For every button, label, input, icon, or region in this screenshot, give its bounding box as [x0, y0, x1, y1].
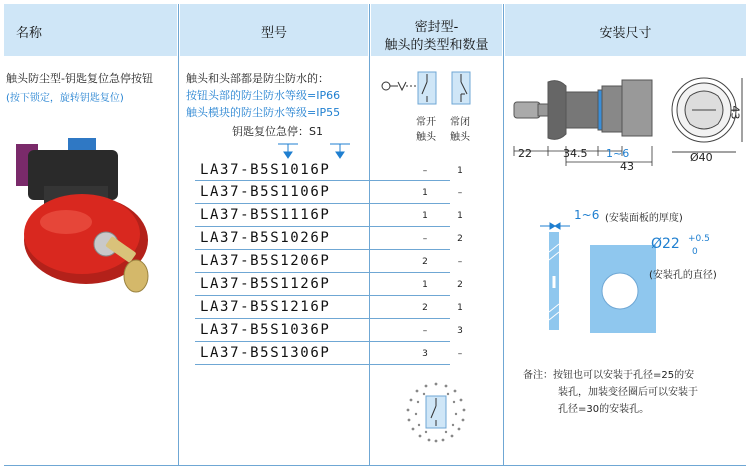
- dim-1-6: 1~6: [606, 147, 630, 160]
- model-nc-count: 1: [457, 303, 463, 313]
- hole-note: (安装孔的直径): [649, 270, 717, 281]
- mushroom-head: [24, 194, 140, 274]
- model-code: LA37-B5S1016P: [200, 162, 331, 178]
- header-name: [4, 4, 177, 56]
- hole-tolerance-lower: 0: [692, 247, 698, 257]
- nc-label-line2: 触头: [450, 132, 470, 143]
- model-no-count: –: [422, 234, 428, 244]
- model-code: LA37-B5S1026P: [200, 230, 331, 246]
- product-subtitle: (按下锁定，旋转钥匙复位): [6, 93, 124, 104]
- protection-line2: 按钮头部的防尘防水等级=IP66: [186, 89, 341, 102]
- model-code: LA37-B5S1206P: [200, 253, 331, 269]
- product-photo: [8, 128, 168, 298]
- header-model: [180, 4, 368, 56]
- no-label-line2: 触头: [416, 132, 436, 143]
- model-nc-count: 2: [457, 234, 463, 244]
- column-divider: [369, 4, 370, 466]
- note-line1: 备注：按钮也可以安装于孔径=25的安: [523, 370, 695, 381]
- row-divider: [195, 318, 450, 319]
- model-nc-count: 3: [457, 326, 463, 336]
- header-mounting: [505, 4, 746, 56]
- mushroom-highlight: [40, 210, 92, 234]
- header-contact-line2: 触头的类型和数量: [384, 38, 489, 53]
- no-label-line1: 常开: [416, 117, 436, 128]
- column-divider: [503, 4, 504, 466]
- side-view-drawing: [508, 62, 683, 182]
- protection-line1: 触头和头部都是防尘防水的：: [186, 72, 329, 85]
- nc-label-line1: 常闭: [450, 117, 470, 128]
- model-no-count: 1: [422, 188, 428, 198]
- model-no-count: 1: [422, 211, 428, 221]
- row-divider: [195, 203, 450, 204]
- panel-range: 1~6: [574, 208, 600, 222]
- reset-label: 钥匙复位急停：S1: [232, 125, 323, 138]
- note-line2: 装孔，加装变径圈后可以安装于: [558, 387, 698, 398]
- protection-line3: 触头模块的防尘防水等级=IP55: [186, 106, 341, 119]
- header-model-text: 型号: [260, 26, 287, 41]
- model-no-count: 2: [422, 257, 428, 267]
- panel-note: (安装面板的厚度): [605, 213, 683, 224]
- header-contact: [371, 4, 502, 56]
- row-divider: [195, 295, 450, 296]
- row-divider: [195, 364, 450, 365]
- model-nc-count: –: [457, 188, 463, 198]
- contact-symbols: [376, 70, 496, 110]
- model-nc-count: –: [457, 349, 463, 359]
- row-divider: [195, 249, 450, 250]
- mounting-hole-panel: [590, 245, 656, 333]
- header-name-text: 名称: [16, 26, 43, 41]
- header-contact-line1: 密封型-: [414, 20, 459, 35]
- model-code: LA37-B5S1216P: [200, 299, 331, 315]
- note-line3: 孔径=30的安装孔。: [558, 404, 650, 415]
- hole-diameter-value: Ø22: [651, 236, 680, 252]
- product-title: 触头防尘型-钥匙复位急停按钮: [6, 72, 153, 85]
- row-divider: [195, 272, 450, 273]
- model-nc-count: –: [457, 257, 463, 267]
- dim-diameter-40: Ø40: [690, 151, 713, 164]
- dim-43-horizontal: 43: [620, 160, 634, 173]
- row-divider: [195, 180, 450, 181]
- model-code: LA37-B5S1116P: [200, 207, 331, 223]
- key-bow: [124, 260, 148, 292]
- dim-34-5: 34.5: [563, 147, 588, 160]
- model-code: LA37-B5S1306P: [200, 345, 331, 361]
- model-nc-count: 1: [457, 211, 463, 221]
- model-no-count: 1: [422, 280, 428, 290]
- hole-tolerance-upper: +0.5: [688, 234, 710, 244]
- seal-symbol: [404, 380, 468, 444]
- row-divider: [195, 341, 450, 342]
- dim-43-vertical: 43: [728, 105, 742, 120]
- row-divider: [195, 226, 450, 227]
- model-code: LA37-B5S1036P: [200, 322, 331, 338]
- dim-22: 22: [518, 147, 532, 160]
- model-code: LA37-B5S1106P: [200, 184, 331, 200]
- bottom-border: [4, 465, 746, 466]
- header-mounting-text: 安装尺寸: [599, 26, 652, 41]
- hole-diameter: [651, 236, 680, 252]
- model-code: LA37-B5S1126P: [200, 276, 331, 292]
- column-divider: [178, 4, 179, 466]
- model-nc-count: 1: [457, 166, 463, 176]
- model-nc-count: 2: [457, 280, 463, 290]
- panel-section: [547, 232, 563, 332]
- model-no-count: –: [422, 166, 428, 176]
- model-no-count: 3: [422, 349, 428, 359]
- model-no-count: –: [422, 326, 428, 336]
- model-no-count: 2: [422, 303, 428, 313]
- position-markers: [270, 138, 390, 162]
